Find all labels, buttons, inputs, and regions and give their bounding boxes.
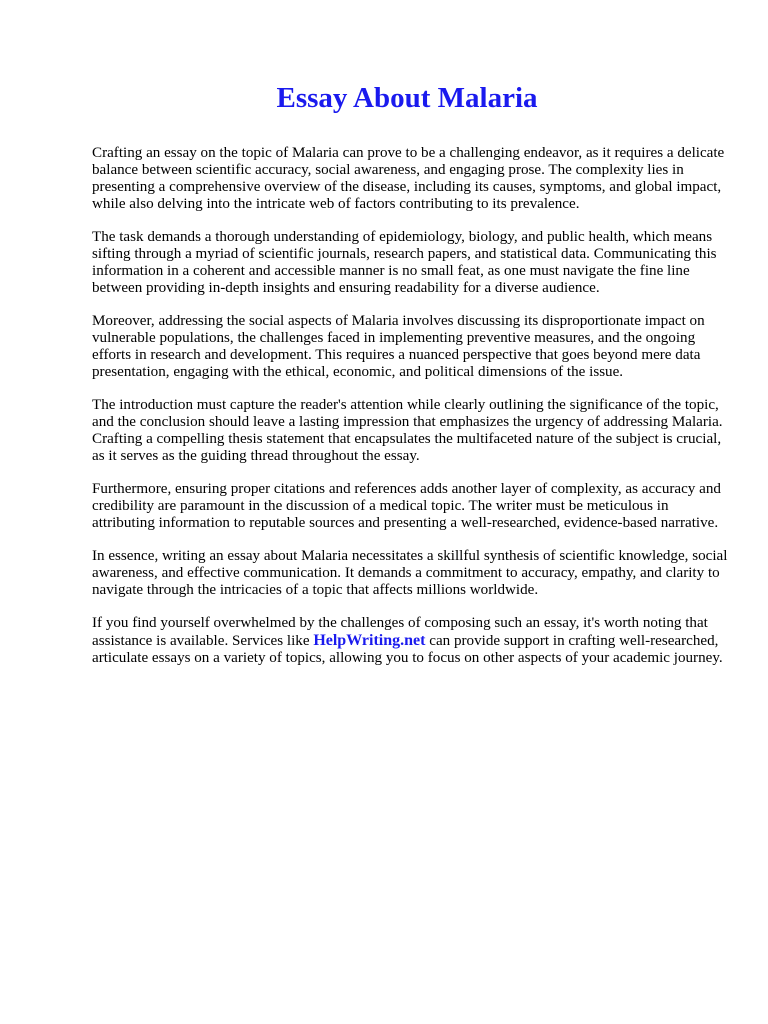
- paragraph-7-after-link: can provide support in crafting well-researched, articulate essays on a variety of topics, allowing you to focus on other aspects of your academic journey.: [92, 633, 723, 666]
- helpwriting-link[interactable]: HelpWriting.net: [313, 632, 426, 649]
- paragraph-1: Crafting an essay on the topic of Malaria can prove to be a challenging endeavor, as it requires a delicate balance between scientific accuracy, social awareness, and engaging prose. The complexity lies in presenting a comprehensive overview of the disease, including its causes, symptoms, and global impact, while also delving into the intricate web of factors contributing to its prevalence.: [92, 145, 725, 212]
- paragraph-4: The introduction must capture the reader's attention while clearly outlining the significance of the topic, and the conclusion should leave a lasting impression that emphasizes the urgency of addressing Malaria. Crafting a compelling thesis statement that encapsulates the multifaceted nature of the subject is crucial, as it serves as the guiding thread throughout the essay.: [92, 397, 723, 464]
- paragraph-7-before-link: If you find yourself overwhelmed by the challenges of composing such an essay, it's worth noting that assistance is available. Services like: [92, 615, 708, 649]
- paragraph-3: Moreover, addressing the social aspects of Malaria involves discussing its disproportionate impact on vulnerable populations, the challenges faced in implementing preventive measures, and the ongoing efforts in research and development. This requires a nuanced perspective that goes beyond mere data presentation, engaging with the ethical, economic, and political dimensions of the issue.: [92, 313, 705, 380]
- essay-body: [92, 145, 728, 683]
- paragraph-7: [92, 615, 728, 667]
- paragraph-2: The task demands a thorough understanding of epidemiology, biology, and public health, which means sifting through a myriad of scientific journals, research papers, and statistical data. Communicating this information in a coherent and accessible manner is no small feat, as one must navigate the fine line between providing in-depth insights and ensuring readability for a diverse audience.: [92, 229, 717, 296]
- paragraph-5: Furthermore, ensuring proper citations and references adds another layer of complexity, as accuracy and credibility are paramount in the discussion of a medical topic. The writer must be meticulous in attributing information to reputable sources and presenting a well-researched, evidence-based narrative.: [92, 481, 721, 531]
- page-title: Essay About Malaria: [276, 82, 538, 114]
- paragraph-6: In essence, writing an essay about Malaria necessitates a skillful synthesis of scientific knowledge, social awareness, and effective communication. It demands a commitment to accuracy, empathy, and clarity to navigate through the intricacies of a topic that affects millions worldwide.: [92, 548, 728, 598]
